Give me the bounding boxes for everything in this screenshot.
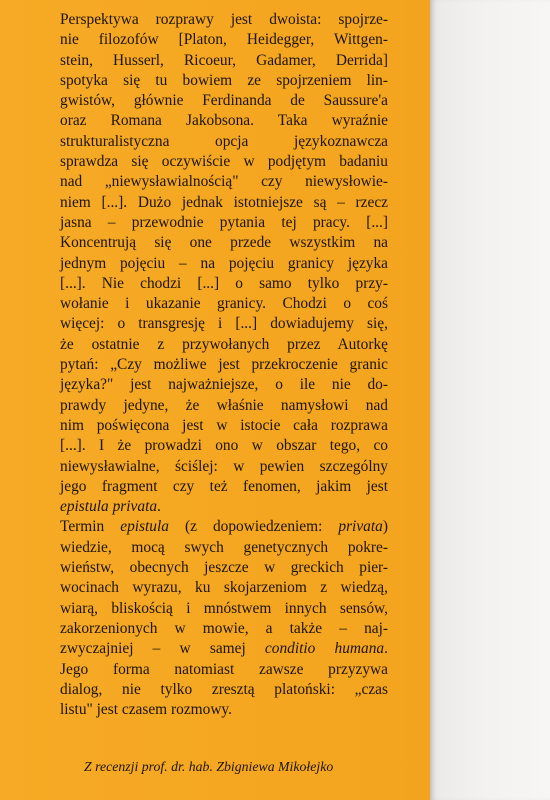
text-line: pytań: „Czy możliwe jest przekroczenie granic (60, 356, 388, 374)
review-text (60, 10, 388, 720)
text-line: jednym pojęciu – na pojęciu granicy języka (60, 254, 388, 272)
text-line (60, 639, 388, 659)
text-line: Perspektywa rozprawy jest dwoista: spojrze- (60, 11, 388, 28)
text-line: listu" jest czasem rozmowy. (60, 701, 232, 719)
italic-phrase: conditio humana (264, 640, 385, 658)
text-line: wiarą, bliskością i mnóstwem innych sensów, (60, 599, 388, 617)
text-fragment: . (384, 640, 388, 658)
italic-phrase: privata (338, 518, 383, 536)
text-line: więcej: o transgresję i [...] dowiadujemy się, (60, 315, 388, 333)
text-line: wiedzie, mocą swych genetycznych pokre- (60, 538, 388, 556)
text-fragment: (z dopowiedzeniem: (168, 518, 339, 536)
text-line: nie filozofów [Platon, Heidegger, Wittgen- (60, 31, 388, 49)
text-line: sprawdza się oczywiście w podjętym badaniu (60, 153, 388, 171)
paragraph2-first-line (60, 517, 388, 537)
text-line: stein, Husserl, Ricoeur, Gadamer, Derrida] (60, 51, 388, 69)
text-line: wieństw, obecnych jeszcze w greckich pier- (60, 559, 388, 577)
text-line: spotyka się tu bowiem ze spojrzeniem lin- (60, 71, 388, 89)
text-line: strukturalistyczna opcja językoznawcza (60, 132, 388, 150)
text-line: prawdy jedyne, że właśnie namysłowi nad (60, 396, 388, 414)
text-line: nad „niewysławialnością" czy niewysłowie- (60, 173, 388, 191)
text-line: jasna – przewodnie pytania tej pracy. [...] (60, 213, 388, 231)
italic-phrase: epistula (120, 518, 169, 536)
text-line: wocinach wyrazu, ku skojarzeniom z wiedzą, (60, 579, 388, 597)
text-fragment: ) (382, 518, 388, 536)
text-line: zakorzenionych w mowie, a także – naj- (60, 619, 388, 637)
text-line: [...]. Nie chodzi [...] o samo tylko przy- (60, 274, 388, 292)
text-line: oraz Romana Jakobsona. Taka wyraźnie (60, 112, 388, 130)
text-line: [...]. I że prowadzi ono w obszar tego, co (60, 437, 388, 455)
text-line: Jego forma natomiast zawsze przyzywa (60, 660, 388, 678)
punctuation: . (157, 498, 161, 516)
text-line: Koncentrują się one przede wszystkim na (60, 234, 388, 252)
text-fragment: Termin (60, 518, 121, 536)
page-edge-strip (430, 0, 550, 800)
text-line: jego fragment czy też fenomen, jakim jest (60, 477, 388, 495)
italic-phrase: epistula privata (60, 498, 158, 516)
text-line: dialog, nie tylko zresztą platoński: „czas (60, 680, 388, 698)
text-line: nim poświęcona jest w istocie cała rozprawa (60, 416, 388, 434)
text-line: niewysławialne, ściślej: w pewien szczególny (60, 457, 388, 475)
text-line: wołanie i ukazanie granicy. Chodzi o coś (60, 295, 388, 313)
text-line (60, 497, 388, 517)
text-line: gwistów, głównie Ferdinanda de Saussure'a (60, 92, 388, 110)
text-line: niem [...]. Dużo jednak istotniejsze są – rzecz (60, 193, 388, 211)
review-credit: Z recenzji prof. dr. hab. Zbigniewa Mikołejko (84, 759, 334, 774)
text-fragment: zwyczajniej – w samej (60, 640, 265, 658)
text-line: że ostatnie z przywołanych przez Autorkę (60, 335, 388, 353)
text-line: języka?" jest najważniejsze, o ile nie do- (60, 376, 388, 394)
